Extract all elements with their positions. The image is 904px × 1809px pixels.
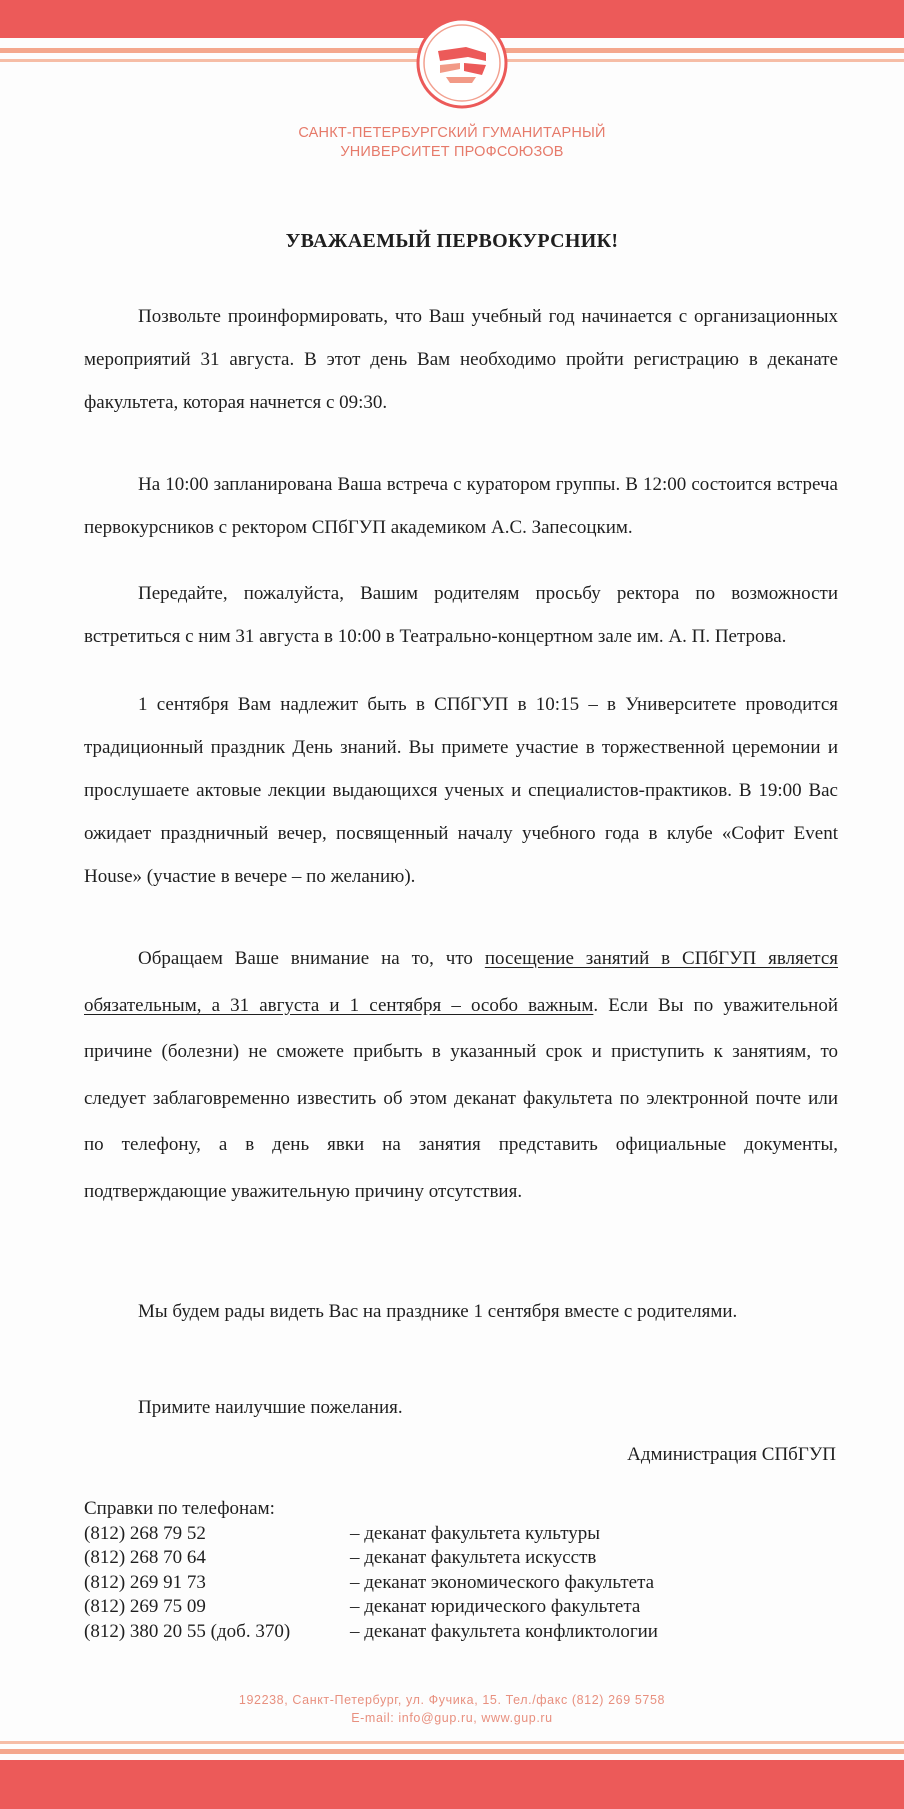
contact-desc: – деканат юридического факультета: [350, 1596, 641, 1617]
contact-phone: (812) 268 70 64: [84, 1547, 206, 1568]
footer-email-line: E-mail: info@gup.ru, www.gup.ru: [351, 1711, 553, 1725]
university-emblem-icon: [416, 17, 508, 109]
contacts-block: [84, 1497, 764, 1644]
paragraph-parents: Передайте, пожалуйста, Вашим родителям просьбу ректора по возможности встретиться с ним 31 августа в 10:00 в Театрально-концертном зале им. А. П. Петрова.: [84, 583, 838, 647]
paragraph-wishes: Примите наилучшие пожелания.: [138, 1397, 403, 1418]
contact-phone: (812) 380 20 55 (доб. 370): [84, 1620, 291, 1642]
contact-desc: – деканат факультета конфликтологии: [350, 1620, 658, 1642]
bottom-red-band: [0, 1760, 904, 1809]
contact-row: [84, 1595, 764, 1620]
contact-row: [84, 1620, 764, 1645]
attendance-text-end: . Если Вы по уважительной причине (болезни) не сможете прибыть в указанный срок и приступить к занятиям, то следует заблаговременно известить об этом деканат факультета по электронной почте или по телефону, а в день явки на занятия представить официальные документы, подтверждающие уважительную причину отсутствия.: [84, 994, 838, 1202]
university-name-line1: САНКТ-ПЕТЕРБУРГСКИЙ ГУМАНИТАРНЫЙ: [298, 125, 606, 141]
university-name-line2: УНИВЕРСИТЕТ ПРОФСОЮЗОВ: [340, 144, 564, 160]
contact-desc: – деканат экономического факультета: [350, 1571, 655, 1593]
contacts-title: Справки по телефонам:: [84, 1498, 275, 1519]
signature: Администрация СПбГУП: [627, 1444, 836, 1465]
bottom-stripe-thin: [0, 1741, 904, 1744]
contact-row: [84, 1571, 764, 1596]
contact-phone: (812) 269 91 73: [84, 1571, 206, 1593]
university-name: [252, 124, 652, 162]
paragraph-registration: Позвольте проинформировать, что Ваш учебный год начинается с организационных мероприятий 31 августа. В этот день Вам необходимо пройти регистрацию в деканате факультета, которая начнется с 09:30.: [84, 306, 838, 413]
footer-address-line: 192238, Санкт-Петербург, ул. Фучика, 15. Тел./факс (812) 269 5758: [238, 1693, 666, 1707]
contact-desc: – деканат факультета культуры: [350, 1522, 601, 1544]
letter-heading: УВАЖАЕМЫЙ ПЕРВОКУРСНИК!: [285, 230, 619, 252]
contact-desc: – деканат факультета искусств: [350, 1547, 597, 1568]
contact-phone: (812) 269 75 09: [84, 1596, 206, 1617]
paragraph-meetings: На 10:00 запланирована Ваша встреча с куратором группы. В 12:00 состоится встреча первокурсников с ректором СПбГУП академиком А.С. Запесоцким.: [84, 474, 838, 538]
paragraph-invitation: Мы будем рады видеть Вас на празднике 1 сентября вместе с родителями.: [138, 1301, 738, 1322]
contact-row: [84, 1522, 764, 1547]
contact-row: [84, 1546, 764, 1571]
bottom-stripe: [0, 1749, 904, 1754]
attendance-underlined-text: посещение занятий в СПбГУП является обязательным, а 31 августа и 1 сентября – особо важным: [84, 948, 838, 1016]
paragraph-knowledge-day: 1 сентября Вам надлежит быть в СПбГУП в 10:15 – в Университете проводится традиционный праздник День знаний. Вы примете участие в торжественной церемонии и прослушаете актовые лекции выдающихся ученых и специалистов-практиков. В 19:00 Вас ожидает праздничный вечер, посвященный началу учебного года в клубе «Софит Event House» (участие в вечере – по желанию).: [84, 694, 838, 887]
contact-phone: (812) 268 79 52: [84, 1522, 206, 1544]
attendance-text-start: Обращаем Ваше внимание на то, что: [138, 948, 485, 969]
paragraph-attendance: [84, 936, 838, 1215]
footer-address: [0, 1691, 904, 1727]
